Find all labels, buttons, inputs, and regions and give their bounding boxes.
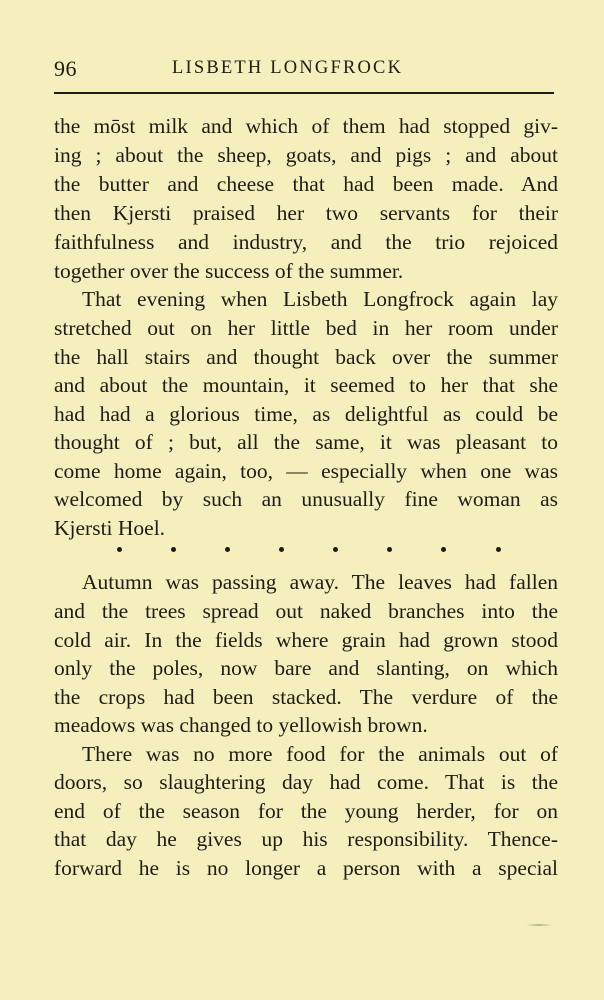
paragraph-4-line: forward he is no longer a person with a special (54, 856, 558, 880)
paragraph-3-line: the crops had been stacked. The verdure of the (54, 685, 558, 709)
section-break-dot (496, 547, 501, 552)
running-title: LISBETH LONGFROCK (172, 58, 404, 78)
section-break-dot (279, 547, 284, 552)
paragraph-2-line: come home again, too, — especially when one was (54, 459, 558, 483)
paragraph-3-line: meadows was changed to yellowish brown. (54, 713, 428, 737)
section-break-dot (387, 547, 392, 552)
paper-smudge (526, 924, 552, 926)
section-break-dot (117, 547, 122, 552)
paragraph-2-line: the hall stairs and thought back over the summer (54, 345, 558, 369)
paragraph-3-line: and the trees spread out naked branches into the (54, 599, 558, 623)
paragraph-3-line: Autumn was passing away. The leaves had fallen (82, 570, 558, 594)
paragraph-3-line: only the poles, now bare and slanting, on which (54, 656, 558, 680)
paragraph-2-line: and about the mountain, it seemed to her that she (54, 373, 558, 397)
paragraph-2-line: had had a glorious time, as delightful as could be (54, 402, 558, 426)
paragraph-1-line: the mōst milk and which of them had stopped giv- (54, 114, 558, 138)
paragraph-4-line: There was no more food for the animals out of (82, 742, 558, 766)
paragraph-2-line: thought of ; but, all the same, it was pleasant to (54, 430, 558, 454)
paragraph-1-line: then Kjersti praised her two servants for their (54, 201, 558, 225)
header-rule (54, 92, 554, 94)
paragraph-1-line: faithfulness and industry, and the trio rejoiced (54, 230, 558, 254)
paragraph-2-line: Kjersti Hoel. (54, 516, 166, 540)
paragraph-2-line: welcomed by such an unusually fine woman as (54, 487, 558, 511)
running-head (54, 56, 554, 84)
paragraph-4-line: doors, so slaughtering day had come. That is the (54, 770, 558, 794)
section-break-dot (225, 547, 230, 552)
paragraph-1-line: together over the success of the summer. (54, 259, 404, 283)
section-break-dot (333, 547, 338, 552)
paragraph-4-line: end of the season for the young herder, for on (54, 799, 558, 823)
paragraph-1-line: the butter and cheese that had been made. And (54, 172, 558, 196)
paragraph-2-line: stretched out on her little bed in her room under (54, 316, 558, 340)
paragraph-3-line: cold air. In the fields where grain had grown stood (54, 628, 558, 652)
section-break-dots (117, 547, 501, 553)
paragraph-1-line: ing ; about the sheep, goats, and pigs ; and about (54, 143, 558, 167)
section-break-dot (171, 547, 176, 552)
paragraph-4-line: that day he gives up his responsibility. Thence- (54, 827, 558, 851)
paragraph-2-line: That evening when Lisbeth Longfrock again lay (82, 287, 558, 311)
page-number: 96 (54, 56, 77, 81)
section-break-dot (441, 547, 446, 552)
